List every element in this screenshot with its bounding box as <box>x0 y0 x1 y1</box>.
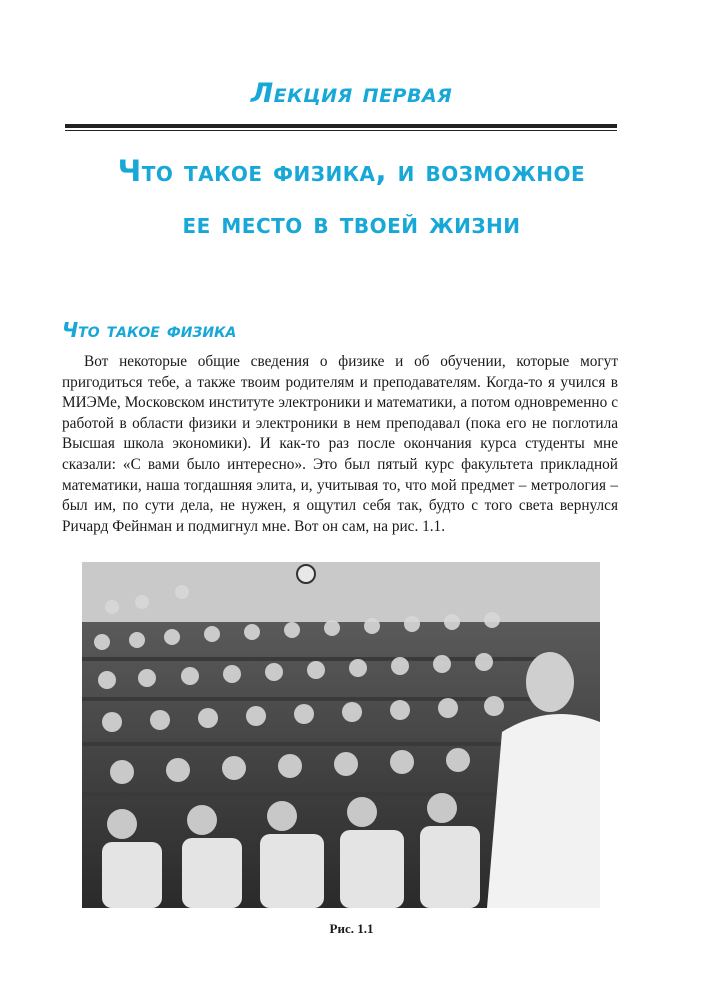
chapter-title <box>40 145 663 249</box>
chapter-title-line-2: ее место в твоей жизни <box>182 206 521 240</box>
clock-icon <box>297 565 315 583</box>
body-paragraph: Вот некоторые общие сведения о физике и об обучении, которые могут пригодиться тебе, а также твоим родителям и преподавателям. Когда-то я учился в МИЭМе, Московском институте электроники и математики, а потом одновременно с работой в области физики и электроники в нем преподавал (пока его не поглотила Высшая школа экономики). И как-то раз после окончания курса студенты мне сказали: «С вами было интересно». Это был пятый курс факультета прикладной математики, наша тогдашняя элита, и, учитывая то, что мой предмет – метрология – был им, по сути дела, не нужен, я ощутил себя так, будто с того света вернулся Ричард Фейнман и подмигнул мне. Вот он сам, на рис. 1.1. <box>62 353 618 535</box>
section-heading: Что такое физика <box>62 318 237 342</box>
lecture-label: Лекция первая <box>250 78 453 109</box>
header-rule-thin <box>65 130 617 131</box>
lecture-hall-photo <box>82 562 600 908</box>
header-rule-thick <box>65 124 617 128</box>
chapter-title-line-1: Что такое физика, и возможное <box>117 154 586 188</box>
photo-illustration <box>82 562 600 908</box>
figure-caption: Рис. 1.1 <box>329 921 374 936</box>
